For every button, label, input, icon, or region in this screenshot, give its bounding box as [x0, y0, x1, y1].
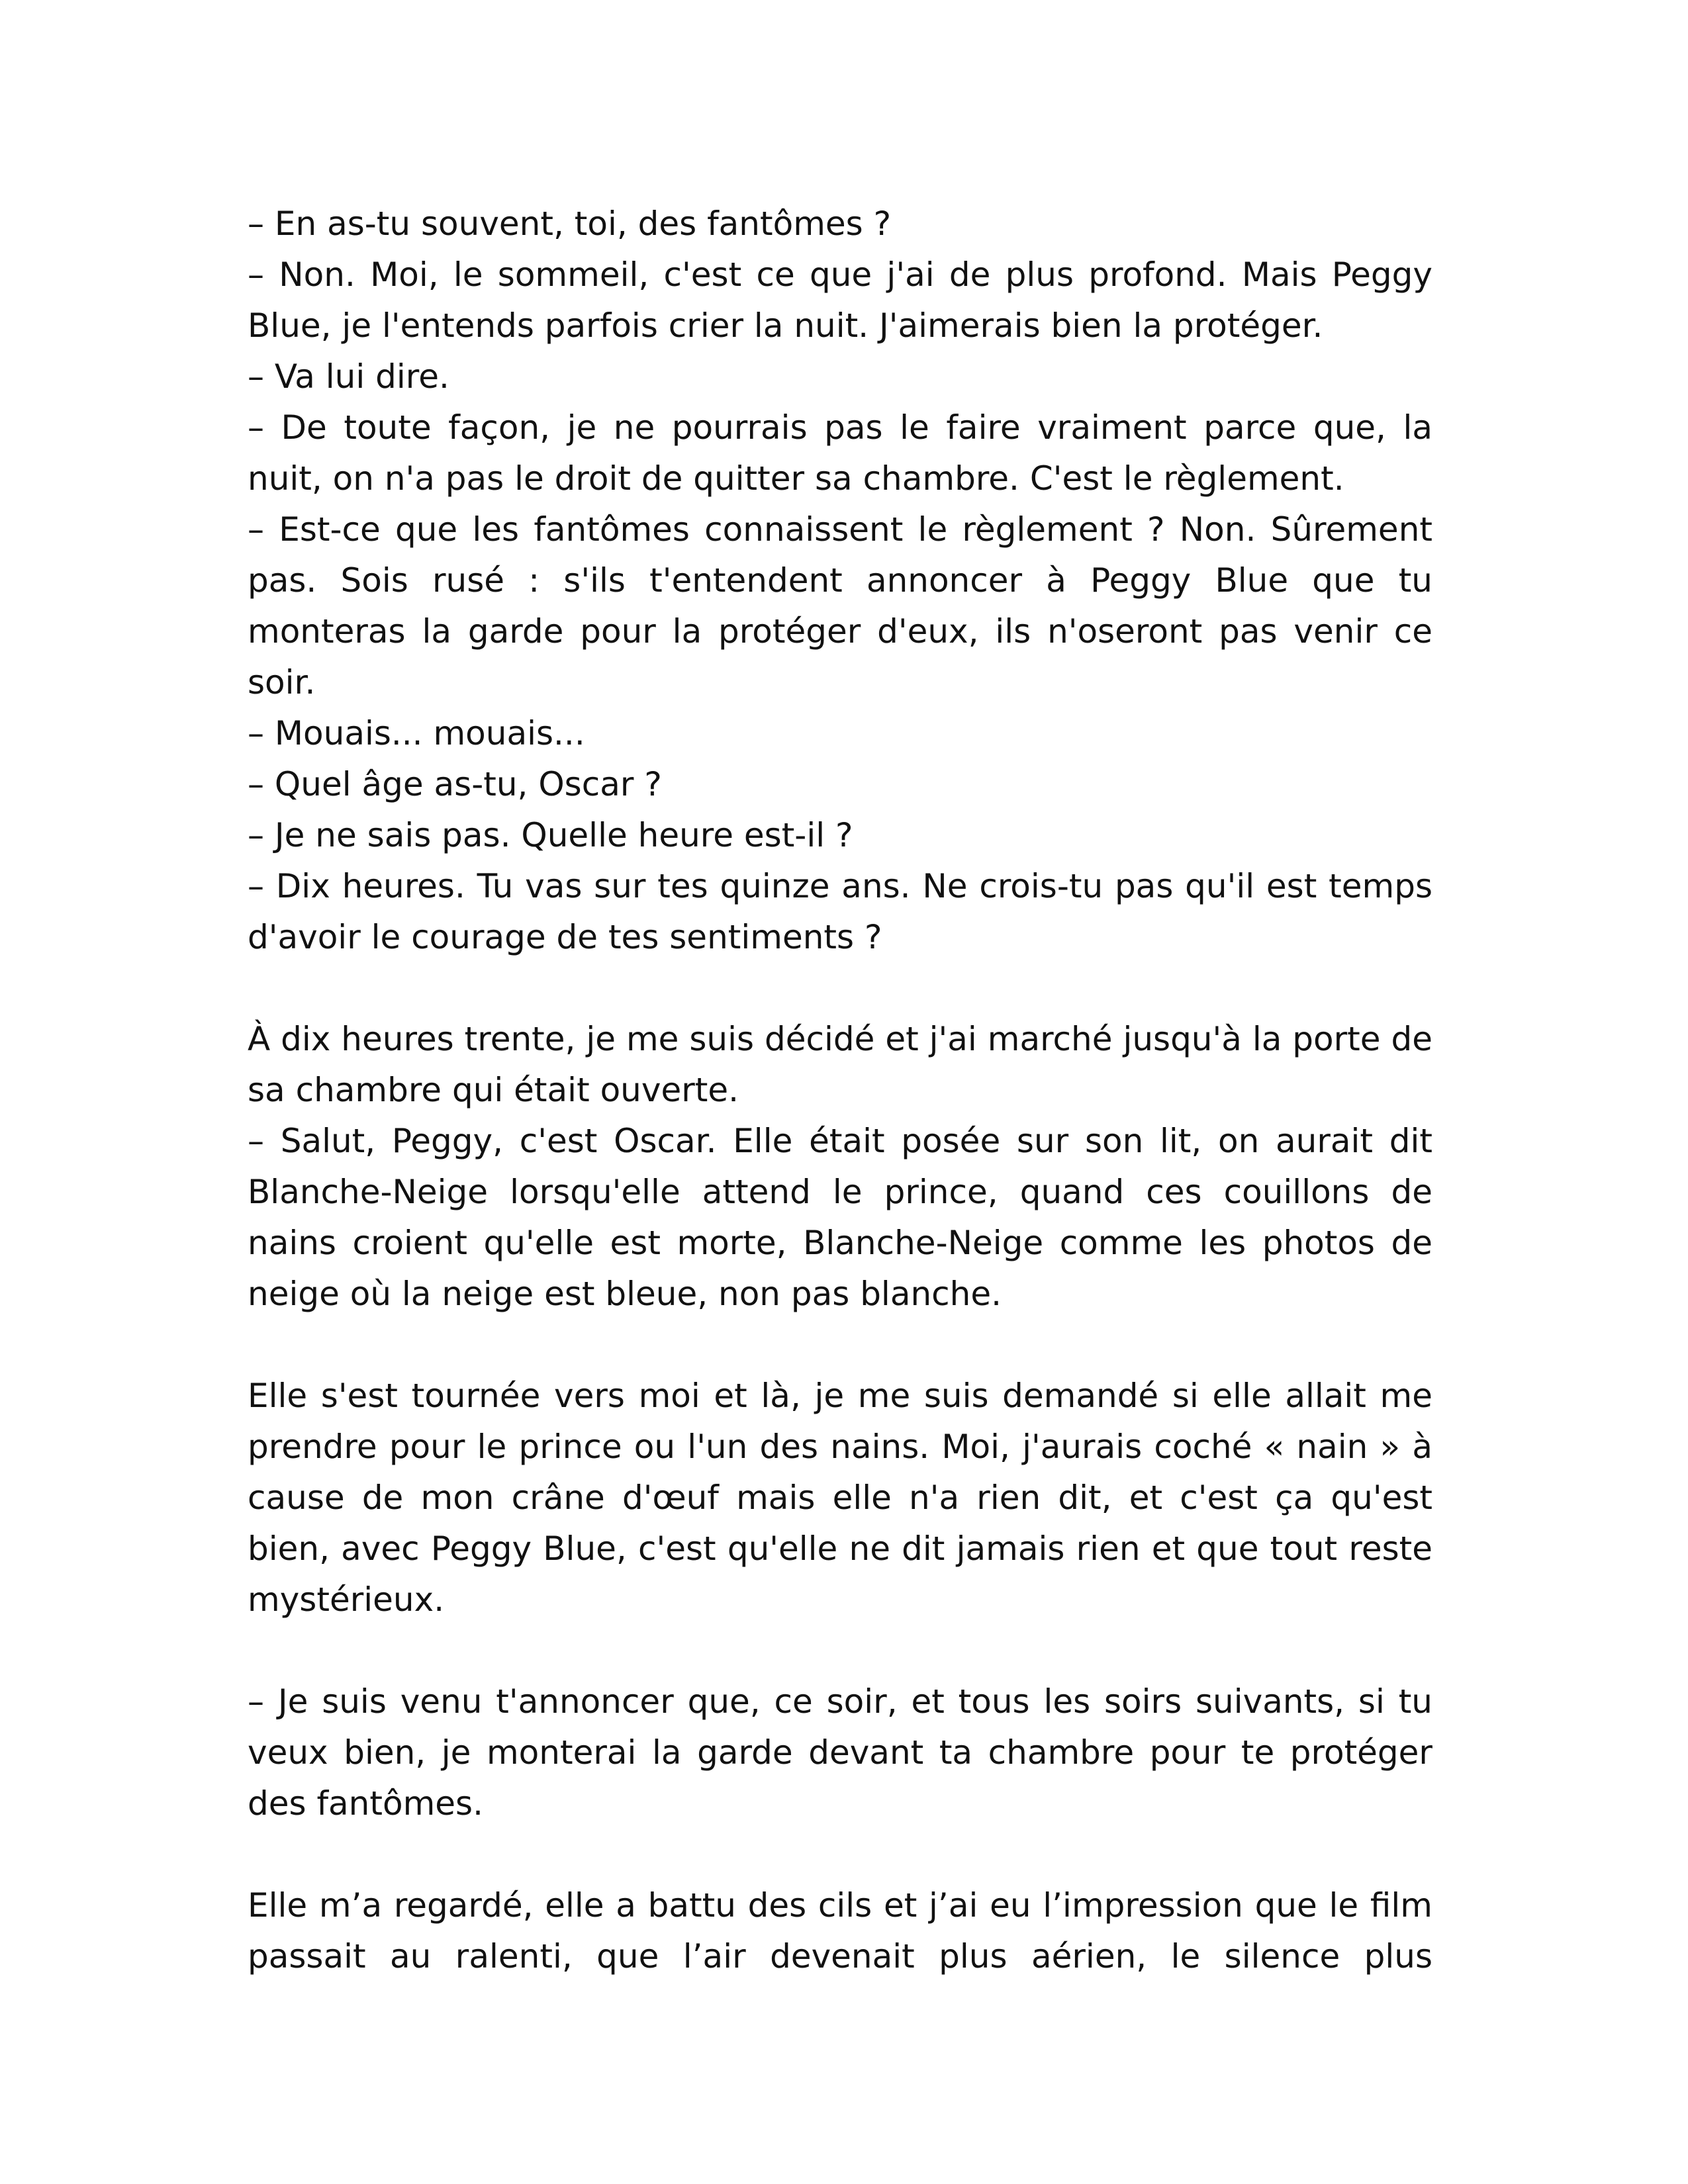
narrative-paragraph-door: À dix heures trente, je me suis décidé et j'ai marché jusqu'à la porte de sa chambre qui était ouverte.	[248, 1020, 1432, 1109]
dialogue-line-what-time: – Je ne sais pas. Quelle heure est-il ?	[248, 816, 853, 854]
dialogue-line-ten-oclock: – Dix heures. Tu vas sur tes quinze ans. Ne crois-tu pas qu'il est temps d'avoir le courage de tes sentiments ?	[248, 867, 1432, 956]
dialogue-line-mouais: – Mouais... mouais...	[248, 714, 585, 752]
narrative-paragraph-snow-white: – Salut, Peggy, c'est Oscar. Elle était posée sur son lit, on aurait dit Blanche-Neige lorsqu'elle attend le prince, quand ces couillons de nains croient qu'elle est morte, Blanche-Neige comme les photos de neige où la neige est bleue, non pas blanche.	[248, 1122, 1432, 1313]
narrative-paragraph-slow-motion: Elle m’a regardé, elle a battu des cils et j’ai eu l’impression que le film passait au ralenti, que l’air devenait plus aérien, le silence plus	[248, 1886, 1432, 1976]
narrative-paragraph-prince-or-dwarf: Elle s'est tournée vers moi et là, je me suis demandé si elle allait me prendre pour le prince ou l'un des nains. Moi, j'aurais coché « nain » à cause de mon crâne d'œuf mais elle n'a rien dit, et c'est ça qu'est bien, avec Peggy Blue, c'est qu'elle ne dit jamais rien et que tout reste mystérieux.	[248, 1377, 1432, 1619]
dialogue-line-rules: – De toute façon, je ne pourrais pas le faire vraiment parce que, la nuit, on n'a pas le droit de quitter sa chambre. C'est le règlement.	[248, 408, 1432, 498]
dialogue-line-be-clever: – Est-ce que les fantômes connaissent le règlement ? Non. Sûrement pas. Sois rusé : s'ils t'entendent annoncer à Peggy Blue que tu monteras la garde pour la protéger d'eux, ils n'oseront pas venir ce soir.	[248, 510, 1432, 702]
body-text	[248, 199, 1432, 1982]
dialogue-line-go-tell-her: – Va lui dire.	[248, 357, 449, 396]
dialogue-line-guard-announcement: – Je suis venu t'annoncer que, ce soir, et tous les soirs suivants, si tu veux bien, je monterai la garde devant ta chambre pour te protéger des fantômes.	[248, 1682, 1432, 1823]
dialogue-line-age-question: – Quel âge as-tu, Oscar ?	[248, 765, 662, 803]
dialogue-line-ghosts-question: – En as-tu souvent, toi, des fantômes ?	[248, 205, 892, 243]
dialogue-line-sleep-answer: – Non. Moi, le sommeil, c'est ce que j'ai de plus profond. Mais Peggy Blue, je l'entends parfois crier la nuit. J'aimerais bien la protéger.	[248, 255, 1432, 345]
